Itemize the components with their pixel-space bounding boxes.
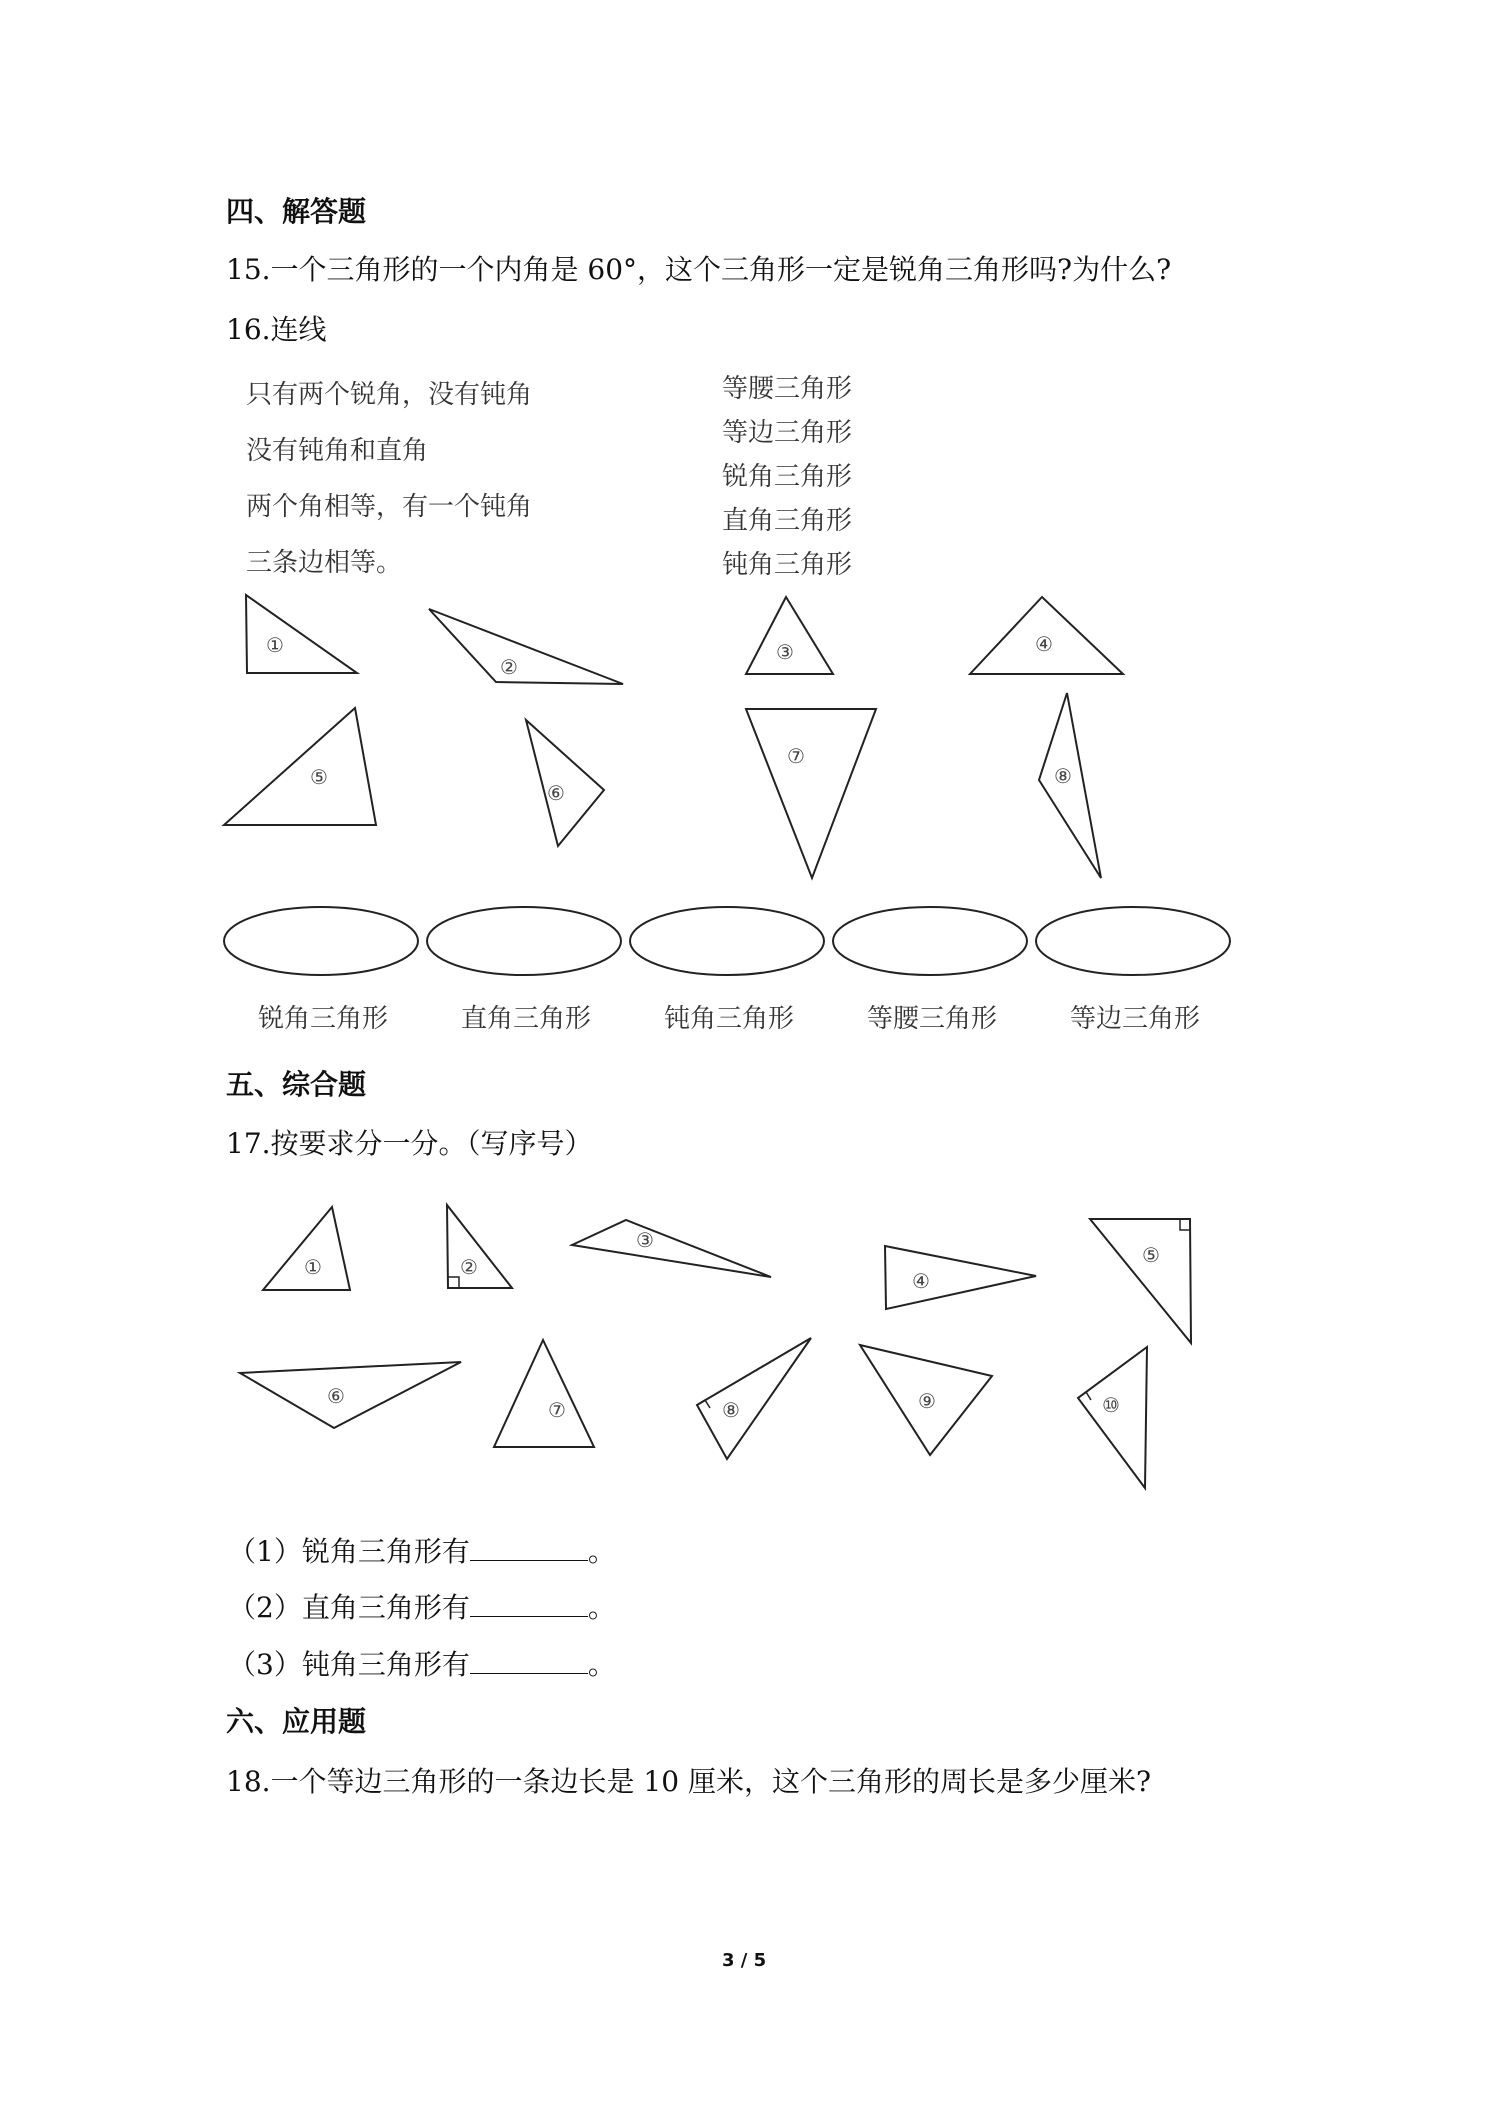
ellipse-label-1: 锐角三角形 [258,1004,389,1034]
q17-triangle-label-9: ⑨ [918,1389,936,1413]
q16-triangle-label-7: ⑦ [787,744,805,768]
question-17-title: 17.按要求分一分。（写序号） [226,1127,593,1160]
q17-triangle-label-3: ③ [636,1228,654,1252]
q17-triangle-10 [1078,1347,1147,1488]
q16-triangle-1 [246,595,357,673]
q16-triangle-8 [1039,693,1101,878]
q16-triangle-label-1: ① [266,633,284,657]
match-right-item-3: 锐角三角形 [722,462,853,492]
q16-triangle-label-6: ⑥ [547,781,565,805]
q17-triangle-label-4: ④ [912,1269,930,1293]
answer-ellipse-1[interactable] [224,907,418,975]
q17-sub-3 [228,1643,616,1683]
q17-triangle-label-2: ② [460,1255,478,1279]
ellipse-label-5: 等边三角形 [1070,1004,1201,1034]
q17-sub-1-end: 。 [587,1535,616,1568]
q17-triangle-5 [1090,1219,1191,1343]
q16-triangle-2 [429,609,623,684]
q17-triangle-4 [885,1246,1036,1309]
match-left-item-3: 两个角相等，有一个钝角 [246,492,533,522]
q16-triangle-7 [746,709,876,878]
answer-ellipse-2[interactable] [427,907,621,975]
q16-triangle-3 [746,597,833,674]
q17-sub-2-text: （2）直角三角形有 [228,1591,470,1624]
q17-triangle-8 [697,1338,811,1459]
ellipse-label-3: 钝角三角形 [664,1004,795,1034]
q16-triangle-label-4: ④ [1035,632,1053,656]
q17-triangle-2 [447,1205,512,1288]
q17-triangle-1 [263,1207,350,1290]
q16-triangle-label-2: ② [500,655,518,679]
q16-triangle-label-8: ⑧ [1054,764,1072,788]
q17-sub-3-text: （3）钝角三角形有 [228,1648,470,1681]
answer-ellipse-4[interactable] [833,907,1027,975]
q16-triangle-5 [224,708,376,825]
answer-blank-right[interactable] [470,1590,588,1617]
question-15: 15.一个三角形的一个内角是 60°，这个三角形一定是锐角三角形吗?为什么? [226,253,1172,286]
match-left-item-4: 三条边相等。 [246,548,403,578]
q17-triangle-3 [572,1220,771,1277]
q16-triangle-4 [970,597,1123,674]
section-heading-4: 四、解答题 [226,195,367,228]
q16-triangle-6 [526,720,604,846]
q17-sub-1-text: （1）锐角三角形有 [228,1535,470,1568]
q17-triangle-label-1: ① [304,1255,322,1279]
q17-triangle-label-7: ⑦ [548,1398,566,1422]
q17-triangle-6 [240,1362,461,1428]
q17-triangle-9 [860,1345,992,1455]
page-number: 3 / 5 [722,1950,767,1971]
match-left-item-2: 没有钝角和直角 [246,436,429,466]
match-right-item-4: 直角三角形 [722,506,853,536]
q17-triangle-7 [494,1340,594,1447]
ellipse-label-2: 直角三角形 [461,1004,592,1034]
match-left-item-1: 只有两个锐角，没有钝角 [246,380,533,410]
match-right-item-1: 等腰三角形 [722,374,853,404]
q17-sub-2 [228,1586,616,1626]
q17-triangle-label-10: ⑩ [1102,1393,1120,1417]
q17-triangle-label-5: ⑤ [1142,1243,1160,1267]
question-18: 18.一个等边三角形的一条边长是 10 厘米，这个三角形的周长是多少厘米? [226,1765,1151,1798]
q16-triangle-label-5: ⑤ [310,765,328,789]
question-16-title: 16.连线 [226,313,327,346]
q17-triangle-label-8: ⑧ [722,1398,740,1422]
q16-triangle-label-3: ③ [776,640,794,664]
section-heading-5: 五、综合题 [226,1068,367,1101]
answer-ellipse-3[interactable] [630,907,824,975]
answer-ellipse-5[interactable] [1036,907,1230,975]
ellipse-label-4: 等腰三角形 [867,1004,998,1034]
match-right-item-5: 钝角三角形 [722,550,853,580]
answer-blank-obtuse[interactable] [470,1647,588,1674]
section-heading-6: 六、应用题 [226,1705,367,1738]
q17-sub-2-end: 。 [587,1591,616,1624]
q17-sub-1 [228,1530,616,1570]
match-right-item-2: 等边三角形 [722,418,853,448]
answer-blank-acute[interactable] [470,1534,588,1561]
q17-sub-3-end: 。 [587,1648,616,1681]
q17-triangle-label-6: ⑥ [327,1384,345,1408]
